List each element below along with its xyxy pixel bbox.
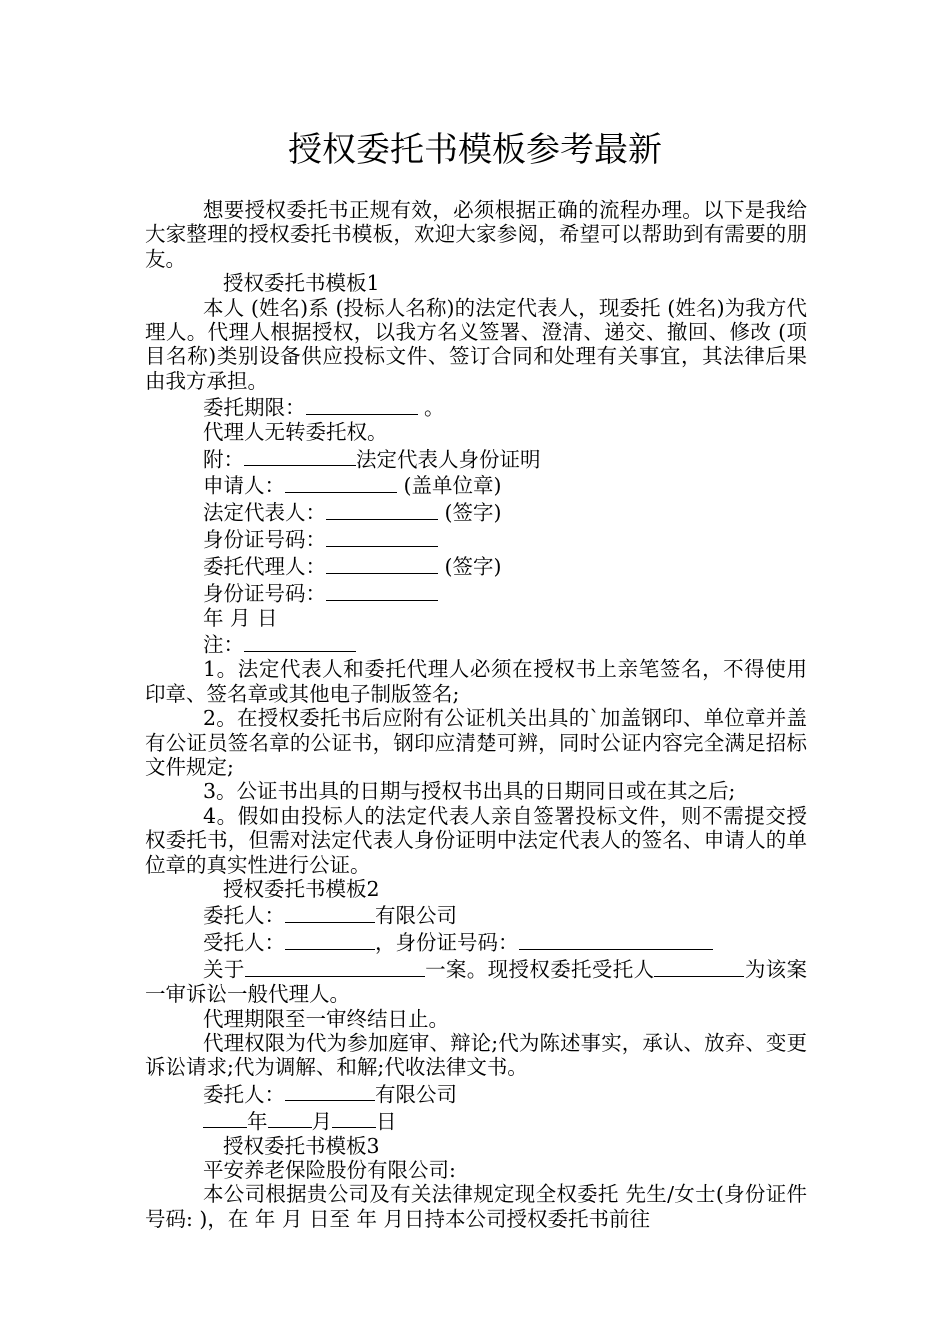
attach-label: 附：: [203, 447, 244, 472]
period-end: 。: [424, 395, 445, 420]
principal-suffix: 有限公司: [375, 903, 457, 928]
trustee-label: 受托人：: [203, 930, 285, 955]
trustee-blank[interactable]: [285, 928, 375, 950]
intro-paragraph: 想要授权委托书正规有效，必须根据正确的流程办理。以下是我给大家整理的授权委托书模板，欢迎大家参阅，希望可以帮助到有需要的朋友。: [145, 198, 807, 271]
no-transfer-line: 代理人无转委托权。: [203, 420, 388, 445]
id-line-2: [145, 579, 807, 606]
id-label-1: 身份证号码：: [203, 527, 326, 552]
applicant-blank[interactable]: [285, 471, 397, 493]
note-item: 3。公证书出具的日期与授权书出具的日期同日或在其之后;: [203, 779, 736, 804]
id-line-1: [145, 525, 807, 552]
note-blank[interactable]: [244, 630, 356, 652]
legal-rep-note: (签字): [444, 500, 502, 525]
about-mid: 一案。现授权委托受托人: [424, 957, 655, 982]
id-blank-1[interactable]: [326, 525, 438, 547]
attach-text: 法定代表人身份证明: [356, 447, 541, 472]
agent-line: [145, 552, 807, 579]
month-label: 月: [311, 1109, 332, 1134]
period-label: 委托期限：: [203, 395, 306, 420]
trustee-id-blank[interactable]: [519, 928, 713, 950]
scope-paragraph: 代理权限为代为参加庭审、辩论;代为陈述事实，承认、放弃、变更诉讼请求;代为调解、和解;代收法律文书。: [145, 1030, 807, 1080]
note-item: 1。法定代表人和委托代理人必须在授权书上亲笔签名，不得使用印章、签名章或其他电子制版签名;: [145, 657, 807, 706]
legal-rep-label: 法定代表人：: [203, 500, 326, 525]
case-blank[interactable]: [245, 955, 425, 977]
template1-body: 本人 (姓名)系 (投标人名称)的法定代表人，现委托 (姓名)为我方代理人。代理人根据授权，以我方名义签署、澄清、递交、撤回、修改 (项目名称)类别设备供应投标文件、签订合同和处理有关事宜，其法律后果由我方承担。: [145, 295, 807, 393]
agent-note: (签字): [444, 554, 502, 579]
about-paragraph: [145, 955, 807, 1006]
attach-line: [145, 445, 807, 472]
term-line: 代理期限至一审终结日止。: [203, 1006, 449, 1031]
id-blank-2[interactable]: [326, 579, 438, 601]
period-blank[interactable]: [306, 393, 418, 415]
agent-label: 委托代理人：: [203, 554, 326, 579]
principal-label: 委托人：: [203, 903, 285, 928]
about-end: 为该案一审诉讼一般代理人。: [145, 957, 808, 1007]
agent-blank[interactable]: [326, 552, 438, 574]
date-line-2: [145, 1107, 807, 1134]
trustee-id-label: ，身份证号码：: [375, 930, 519, 955]
applicant-label: 申请人：: [203, 473, 285, 498]
attach-blank[interactable]: [244, 445, 356, 467]
month-blank[interactable]: [268, 1107, 312, 1129]
id-label-2: 身份证号码：: [203, 581, 326, 606]
year-blank[interactable]: [203, 1107, 247, 1129]
period-line: [145, 393, 807, 420]
document-body: [145, 198, 807, 1231]
trustee-line: [145, 928, 807, 955]
day-label: 日: [376, 1109, 397, 1134]
principal-line: [145, 901, 807, 928]
template2-heading: 授权委托书模板2: [223, 876, 380, 901]
sign-label: 委托人：: [203, 1082, 285, 1107]
about-label: 关于: [203, 957, 245, 982]
sign-line: [145, 1080, 807, 1107]
template3-body: 本公司根据贵公司及有关法律规定现全权委托 先生/女士(身份证件号码: )，在 年 月 日至 年 月日持本公司授权委托书前往: [145, 1182, 807, 1231]
note-line: [145, 630, 807, 657]
note-item: 2。在授权委托书后应附有公证机关出具的`加盖钢印、单位章并盖有公证员签名章的公证书，钢印应清楚可辨，同时公证内容完全满足招标文件规定;: [145, 706, 807, 779]
page-title: 授权委托书模板参考最新: [288, 130, 662, 170]
date-line: 年 月 日: [203, 606, 278, 630]
note-item: 4。假如由投标人的法定代表人亲自签署投标文件，则不需提交授权委托书，但需对法定代表人身份证明中法定代表人的签名、申请人的单位章的真实性进行公证。: [145, 803, 807, 877]
applicant-note: (盖单位章): [403, 473, 502, 498]
note-label: 注：: [203, 632, 244, 657]
legal-rep-blank[interactable]: [326, 498, 438, 520]
template1-heading: 授权委托书模板1: [223, 271, 380, 296]
day-blank[interactable]: [332, 1107, 376, 1129]
year-label: 年: [247, 1109, 268, 1134]
sign-suffix: 有限公司: [375, 1082, 457, 1107]
addressee-line: 平安养老保险股份有限公司:: [203, 1157, 456, 1182]
applicant-line: [145, 471, 807, 498]
sign-blank[interactable]: [285, 1080, 375, 1102]
trustee-name-blank[interactable]: [654, 955, 744, 977]
template3-heading: 授权委托书模板3: [223, 1133, 380, 1158]
legal-rep-line: [145, 498, 807, 525]
principal-blank[interactable]: [285, 901, 375, 923]
